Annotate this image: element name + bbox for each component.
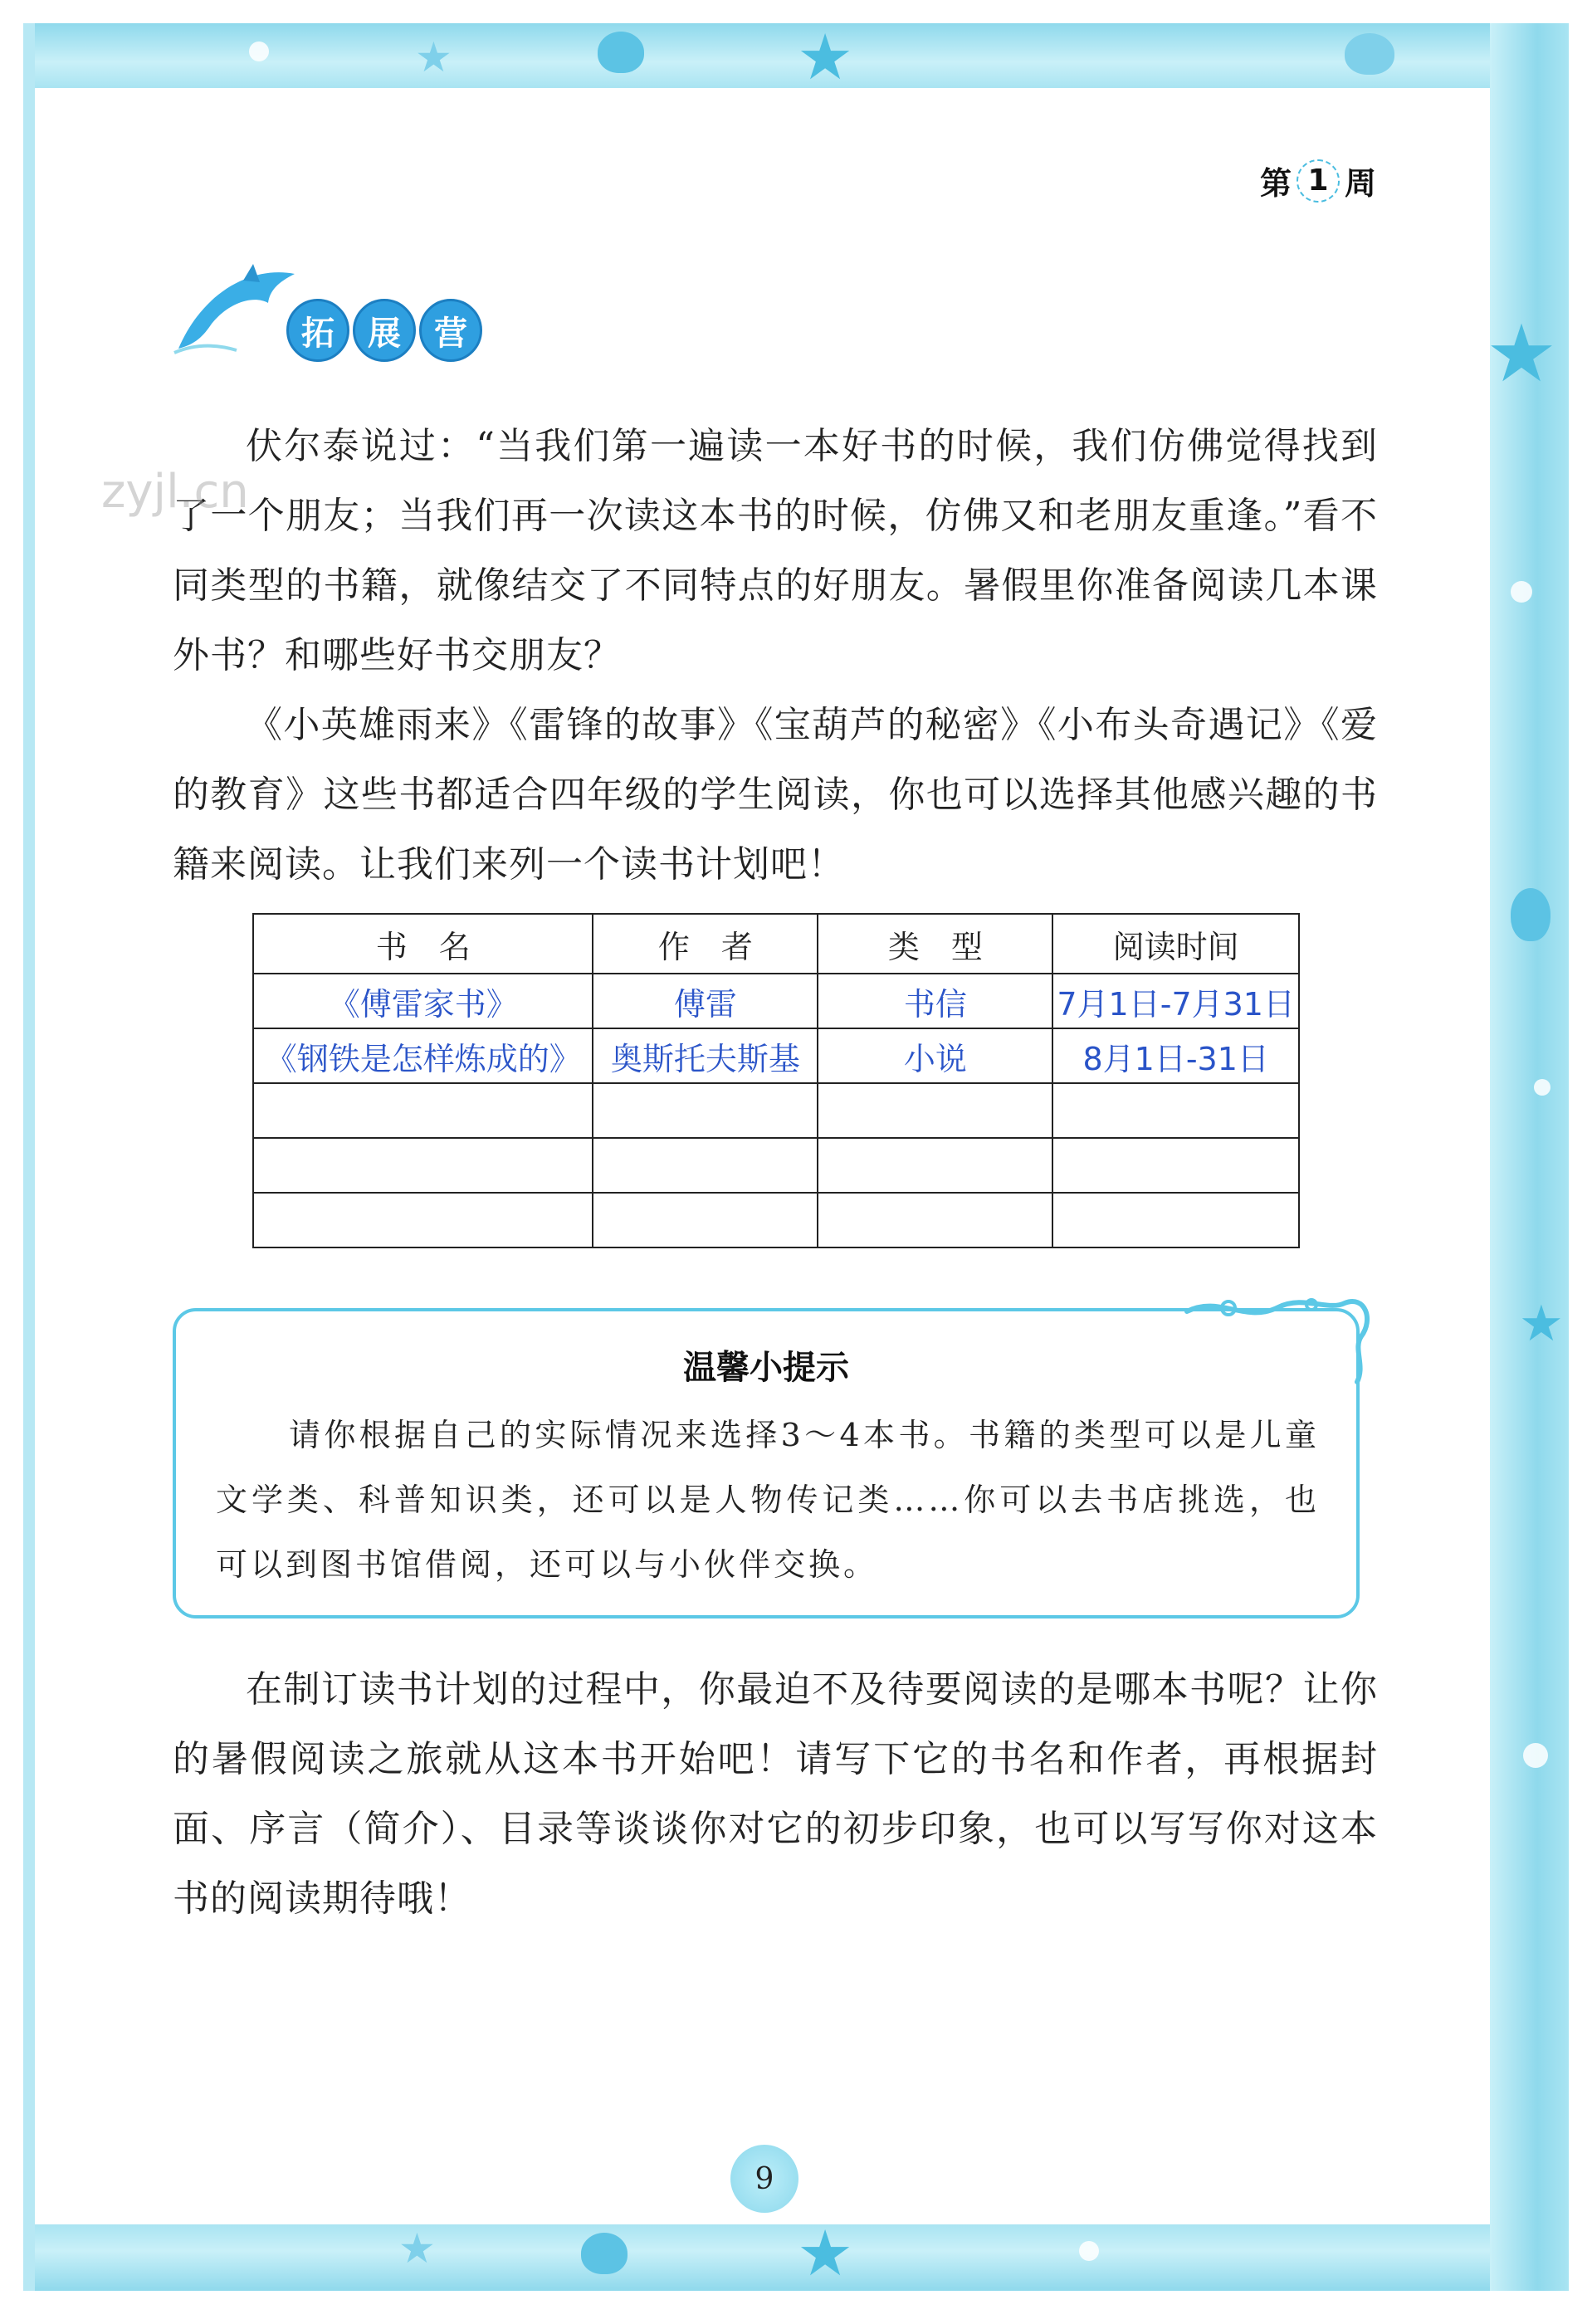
starfish-icon: ★ <box>415 33 452 81</box>
table-row <box>253 974 1299 1028</box>
cell-book-title[interactable]: 《傅雷家书》 <box>253 974 593 1028</box>
cell-type[interactable] <box>818 1138 1052 1193</box>
cell-book-title[interactable] <box>253 1138 593 1193</box>
intro-paragraph-1: 伏尔泰说过：“当我们第一遍读一本好书的时候，我们仿佛觉得找到了一个朋友；当我们再一次读这本书的时候，仿佛又和老朋友重逢。”看不同类型的书籍，就像结交了不同特点的好朋友。暑假里你准备阅读几本课外书？和哪些好书交朋友？ <box>173 425 1378 676</box>
table-row <box>253 1028 1299 1083</box>
starfish-icon: ★ <box>1486 307 1558 400</box>
week-prefix: 第 <box>1259 165 1292 202</box>
table-row <box>253 1193 1299 1247</box>
cell-author[interactable]: 傅雷 <box>593 974 818 1028</box>
closing-paragraph: 在制订读书计划的过程中，你最迫不及待要阅读的是哪本书呢？让你的暑假阅读之旅就从这本书开始吧！请写下它的书名和作者，再根据封面、序言（简介）、目录等谈谈你对它的初步印象，也可以写写你对这本书的阅读期待哦！ <box>173 1668 1378 1920</box>
dolphin-icon <box>170 257 303 357</box>
section-title-char: 展 <box>353 299 416 362</box>
tip-body: 请你根据自己的实际情况来选择3～4本书。书籍的类型可以是儿童文学类、科普知识类，还可以是人物传记类……你可以去书店挑选，也可以到图书馆借阅，还可以与小伙伴交换。 <box>216 1417 1320 1583</box>
page-number: 9 <box>730 2145 798 2213</box>
cell-reading-time[interactable] <box>1052 1193 1299 1247</box>
starfish-icon: ★ <box>1519 1295 1564 1353</box>
column-header-type: 类 型 <box>818 914 1052 974</box>
cell-author[interactable]: 奥斯托夫斯基 <box>593 1028 818 1083</box>
starfish-icon: ★ <box>797 2216 854 2290</box>
cell-type[interactable]: 书信 <box>818 974 1052 1028</box>
ocean-border-bottom <box>23 2224 1569 2291</box>
cell-author[interactable] <box>593 1138 818 1193</box>
week-suffix: 周 <box>1344 165 1376 202</box>
ocean-border-left <box>23 23 35 2291</box>
cell-reading-time[interactable] <box>1052 1083 1299 1138</box>
table-header-row <box>253 914 1299 974</box>
week-label <box>1260 158 1376 203</box>
section-title-char: 拓 <box>286 299 349 362</box>
reading-plan-table <box>252 913 1300 1248</box>
wave-ornament-icon <box>1179 1286 1378 1394</box>
cell-book-title[interactable] <box>253 1193 593 1247</box>
intro-paragraph-2: 《小英雄雨来》《雷锋的故事》《宝葫芦的秘密》《小布头奇遇记》《爱的教育》这些书都适合四年级的学生阅读，你也可以选择其他感兴趣的书籍来阅读。让我们来列一个读书计划吧！ <box>173 704 1378 886</box>
cell-reading-time[interactable]: 7月1日-7月31日 <box>1052 974 1299 1028</box>
starfish-icon: ★ <box>797 20 854 94</box>
bubble-dot <box>1511 581 1532 603</box>
bubble-dot <box>1523 1743 1548 1768</box>
seashell-icon <box>1345 33 1394 75</box>
section-title-char: 营 <box>419 299 482 362</box>
seashell-icon <box>1511 888 1550 941</box>
cell-type[interactable] <box>818 1083 1052 1138</box>
section-title <box>286 299 482 362</box>
seashell-icon <box>581 2233 628 2274</box>
cell-book-title[interactable]: 《钢铁是怎样炼成的》 <box>253 1028 593 1083</box>
table-row <box>253 1138 1299 1193</box>
week-number-badge: 1 <box>1297 159 1340 203</box>
column-header-time: 阅读时间 <box>1052 914 1299 974</box>
watermark: zyjl.cn <box>101 465 249 519</box>
cell-reading-time[interactable]: 8月1日-31日 <box>1052 1028 1299 1083</box>
seashell-icon <box>598 32 644 73</box>
tip-title: 温馨小提示 <box>683 1349 849 1387</box>
cell-book-title[interactable] <box>253 1083 593 1138</box>
column-header-author: 作 者 <box>593 914 818 974</box>
table-row <box>253 1083 1299 1138</box>
cell-author[interactable] <box>593 1083 818 1138</box>
cell-author[interactable] <box>593 1193 818 1247</box>
column-header-title: 书 名 <box>253 914 593 974</box>
cell-type[interactable] <box>818 1193 1052 1247</box>
bubble-dot <box>1079 2241 1099 2261</box>
bubble-dot <box>1534 1079 1550 1096</box>
cell-type[interactable]: 小说 <box>818 1028 1052 1083</box>
starfish-icon: ★ <box>398 2224 436 2273</box>
bubble-dot <box>249 42 269 61</box>
cell-reading-time[interactable] <box>1052 1138 1299 1193</box>
